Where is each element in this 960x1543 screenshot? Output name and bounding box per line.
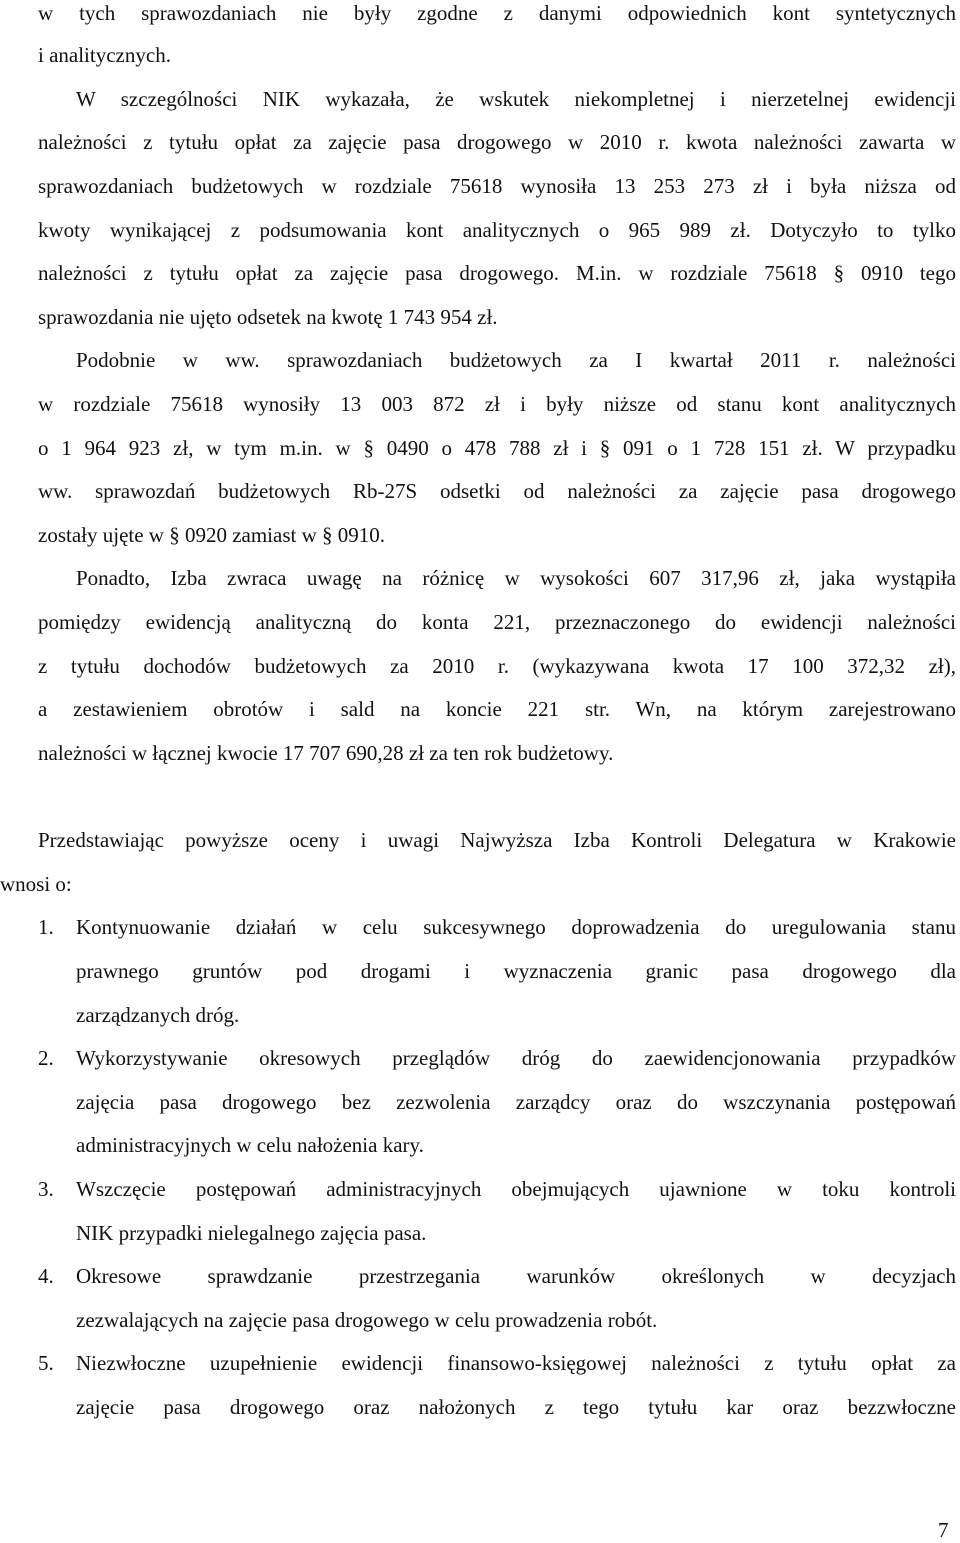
list-item-line: prawnego gruntów pod drogami i wyznaczenia granic pasa drogowego dla: [76, 959, 956, 983]
list-item-line: Kontynuowanie działań w celu sukcesywnego doprowadzenia do uregulowania stanu: [76, 915, 956, 939]
page-number: 7: [938, 1518, 949, 1542]
conclusion-line: wnosi o:: [0, 872, 72, 896]
list-item-line: Wszczęcie postępowań administracyjnych obejmujących ujawnione w toku kontroli: [76, 1177, 956, 1201]
list-item-line: Okresowe sprawdzanie przestrzegania warunków określonych w decyzjach: [76, 1264, 956, 1288]
list-item-line: zezwalających na zajęcie pasa drogowego w celu prowadzenia robót.: [76, 1308, 658, 1332]
paragraph-line: należności w łącznej kwocie 17 707 690,28 zł za ten rok budżetowy.: [38, 741, 614, 765]
paragraph-line: ww. sprawozdań budżetowych Rb-27S odsetki od należności za zajęcie pasa drogowego: [38, 479, 956, 503]
paragraph-line: sprawozdania nie ujęto odsetek na kwotę 1 743 954 zł.: [38, 305, 498, 329]
list-item-line: Wykorzystywanie okresowych przeglądów dróg do zaewidencjonowania przypadków: [76, 1046, 956, 1070]
list-item-line: zajęcia pasa drogowego bez zezwolenia zarządcy oraz do wszczynania postępowań: [76, 1090, 956, 1114]
list-item-number: 3.: [38, 1177, 54, 1201]
paragraph-line: w tych sprawozdaniach nie były zgodne z danymi odpowiednich kont syntetycznych: [38, 1, 956, 25]
list-item-number: 2.: [38, 1046, 54, 1070]
paragraph-line: a zestawieniem obrotów i sald na koncie 221 str. Wn, na którym zarejestrowano: [38, 697, 956, 721]
conclusion-line: Przedstawiając powyższe oceny i uwagi Najwyższa Izba Kontroli Delegatura w Krakowie: [38, 828, 956, 852]
list-item-number: 4.: [38, 1264, 54, 1288]
paragraph-line: pomiędzy ewidencją analityczną do konta 221, przeznaczonego do ewidencji należności: [38, 610, 956, 634]
paragraph-line: należności z tytułu opłat za zajęcie pasa drogowego w 2010 r. kwota należności zawarta w: [38, 130, 956, 154]
paragraph-line: z tytułu dochodów budżetowych za 2010 r. (wykazywana kwota 17 100 372,32 zł),: [38, 654, 956, 678]
list-item-line: NIK przypadki nielegalnego zajęcia pasa.: [76, 1221, 427, 1245]
paragraph-line: Podobnie w ww. sprawozdaniach budżetowych za I kwartał 2011 r. należności: [76, 348, 956, 372]
paragraph-line: Ponadto, Izba zwraca uwagę na różnicę w wysokości 607 317,96 zł, jaka wystąpiła: [76, 566, 956, 590]
list-item-line: administracyjnych w celu nałożenia kary.: [76, 1133, 424, 1157]
list-item-line: Niezwłoczne uzupełnienie ewidencji finansowo-księgowej należności z tytułu opłat za: [76, 1351, 956, 1375]
list-item-number: 5.: [38, 1351, 54, 1375]
paragraph-line: kwoty wynikającej z podsumowania kont analitycznych o 965 989 zł. Dotyczyło to tylko: [38, 218, 956, 242]
paragraph-line: sprawozdaniach budżetowych w rozdziale 75618 wynosiła 13 253 273 zł i była niższa od: [38, 174, 956, 198]
paragraph-line: o 1 964 923 zł, w tym m.in. w § 0490 o 478 788 zł i § 091 o 1 728 151 zł. W przypadku: [38, 436, 956, 460]
paragraph-line: w rozdziale 75618 wynosiły 13 003 872 zł i były niższe od stanu kont analitycznych: [38, 392, 956, 416]
paragraph-line: W szczególności NIK wykazała, że wskutek niekompletnej i nierzetelnej ewidencji: [76, 87, 956, 111]
list-item-line: zajęcie pasa drogowego oraz nałożonych z tego tytułu kar oraz bezzwłoczne: [76, 1395, 956, 1419]
list-item-line: zarządzanych dróg.: [76, 1003, 240, 1027]
paragraph-line: i analitycznych.: [38, 43, 171, 67]
paragraph-line: zostały ujęte w § 0920 zamiast w § 0910.: [38, 523, 386, 547]
paragraph-line: należności z tytułu opłat za zajęcie pasa drogowego. M.in. w rozdziale 75618 § 0910 tego: [38, 261, 956, 285]
list-item-number: 1.: [38, 915, 54, 939]
